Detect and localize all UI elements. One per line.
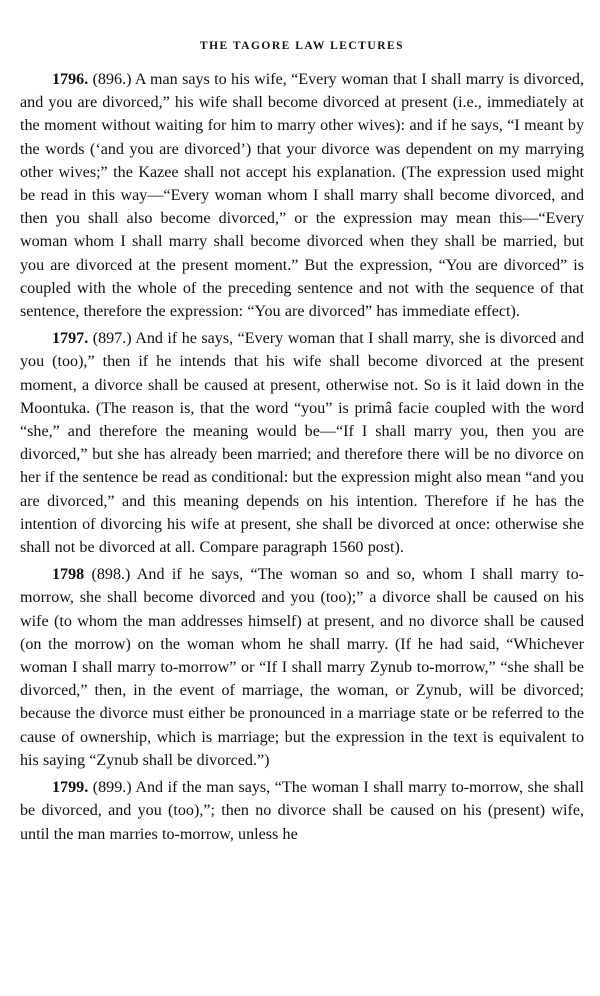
paragraph-1796 — [20, 68, 584, 323]
paragraph-text: (896.) A man says to his wife, “Every woman that I shall marry is divorced, and you are divorced,” his wife shall become divorced at present (i.e., immediately at the moment without waiting for him to marry other wives): and if he says, “I meant by the words (‘and you are divorced’) that your divorce was dependent on my marrying other wives;” the Kazee shall not accept his explanation. (The expression used might be read in this way—“Every woman whom I shall marry shall become divorced, and then you shall also become divorced,” or the expression may mean this—“Every woman whom I shall marry shall become divorced when they shall be married, but you are divorced at the present moment.” But the expression, “You are divorced” is coupled with the whole of the preceding sentence and not with the sequence of that sentence, therefore the expression: “You are divorced” has immediate effect). — [20, 71, 584, 321]
paragraph-1797 — [20, 327, 584, 559]
paragraph-text: (897.) And if he says, “Every woman that I shall marry, she is divorced and you (too),” then if he intends that his wife shall become divorced at the present moment, a divorce shall be caused at present, otherwise not. So is it laid down in the Moontuka. (The reason is, that the word “you” is primâ facie coupled with the word “she,” and therefore the meaning would be—“If I shall marry you, then you are divorced,” but she has already been married; and therefore there will be no divorce on her if the sentence be read as conditional: but the expression might also mean “and you are divorced,” and this meaning depends on his intention. Therefore if he has the intention of divorcing his wife at present, she shall be divorced at once: otherwise she shall not be divorced at all. Compare paragraph 1560 post). — [20, 330, 584, 557]
running-header: THE TAGORE LAW LECTURES — [199, 40, 405, 52]
paragraph-text: (899.) And if the man says, “The woman I shall marry to-morrow, she shall be divorced, and you (too),”; then no divorce shall be caused on his (present) wife, until the man marries to-morrow, unless he — [20, 779, 584, 843]
paragraph-text: (898.) And if he says, “The woman so and so, whom I shall marry to-morrow, she shall become divorced and you (too);” a divorce shall be caused on his wife (to whom the man addresses himself) at present, and no divorce shall be caused (on the morrow) on the woman whom he shall marry. (If he had said, “Whichever woman I shall marry to-morrow” or “If I shall marry Zynub to-morrow,” “she shall be divorced,” then, in the event of marriage, the woman, or Zynub, will be divorced; because the divorce must either be pronounced in a marriage state or be referred to the cause of ownership, which is marriage; but the expression in the text is equivalent to his saying “Zynub shall be divorced.”) — [20, 566, 584, 769]
paragraph-number: 1799. — [52, 779, 89, 797]
paragraph-number: 1797. — [52, 330, 89, 348]
paragraph-1799 — [20, 776, 584, 846]
paragraph-number: 1798 — [52, 566, 85, 584]
paragraph-number: 1796. — [52, 71, 89, 88]
paragraph-1798 — [20, 563, 584, 772]
